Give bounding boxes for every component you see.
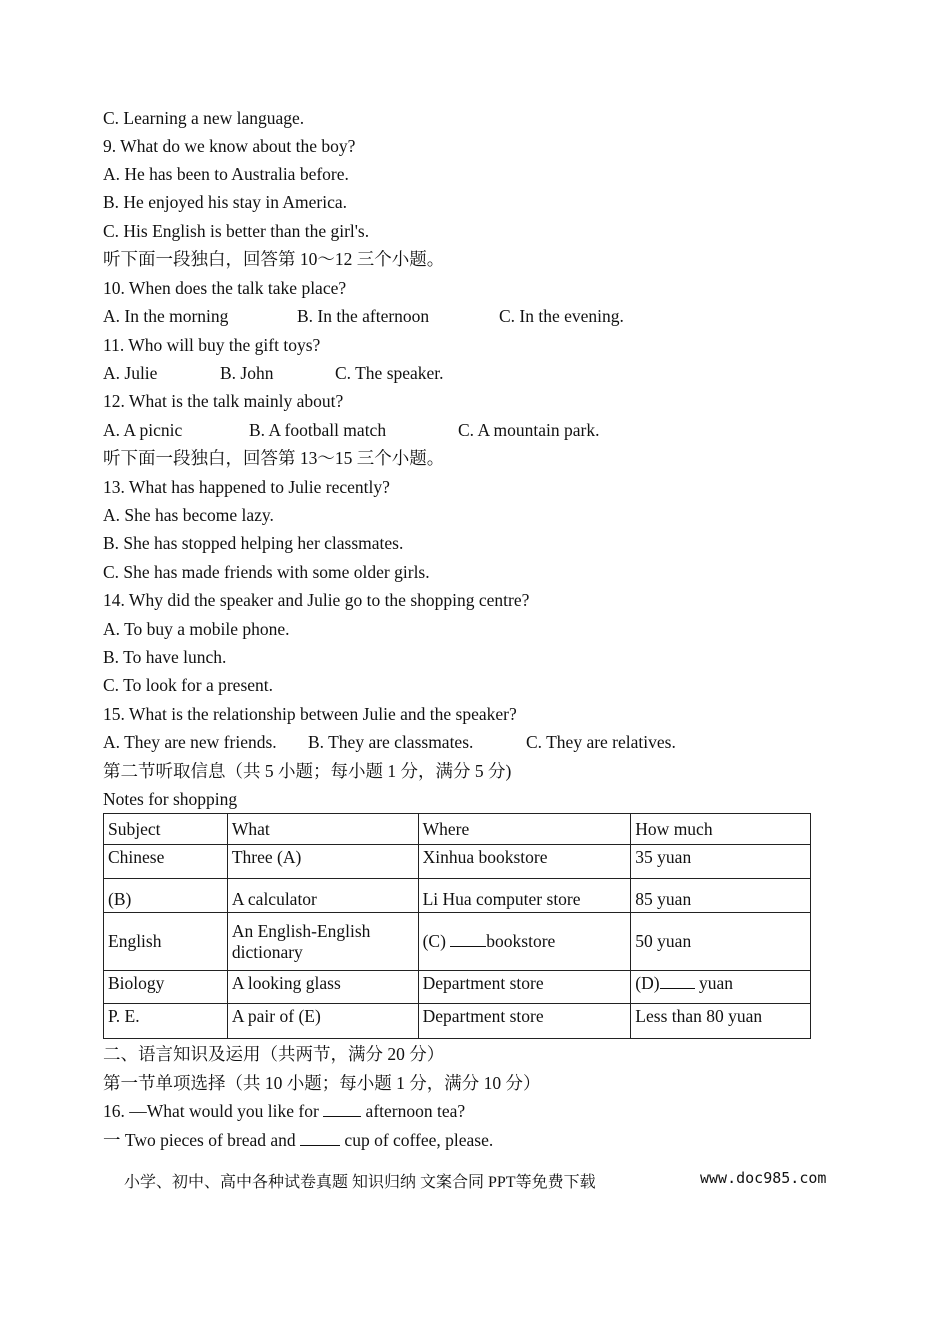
section-heading: 二、语言知识及运用（共两节，满分 20 分） xyxy=(103,1044,445,1064)
section-instruction: 听下面一段独白，回答第 13～15 三个小题。 xyxy=(103,448,445,468)
footer xyxy=(124,1169,827,1192)
shopping-notes-table xyxy=(103,813,811,1039)
question-text: afternoon tea? xyxy=(361,1101,466,1121)
option-c: C. The speaker. xyxy=(335,363,444,383)
option-line: A. To buy a mobile phone. xyxy=(103,619,290,639)
question-12-options xyxy=(103,419,599,441)
answer-blank xyxy=(323,1101,361,1117)
option-line: C. To look for a present. xyxy=(103,675,274,695)
table-cell: English xyxy=(104,913,228,971)
table-cell: 85 yuan xyxy=(631,879,811,913)
table-cell: Li Hua computer store xyxy=(418,879,631,913)
option-a: A. Julie xyxy=(103,363,158,383)
table-row xyxy=(104,845,811,879)
option-line: B. She has stopped helping her classmates. xyxy=(103,533,404,553)
section-heading: 第二节听取信息（共 5 小题；每小题 1 分，满分 5 分) xyxy=(103,761,512,781)
question-text: cup of coffee, please. xyxy=(340,1130,494,1150)
question-15: 15. What is the relationship between Julie and the speaker? xyxy=(103,704,517,724)
table-cell: A pair of (E) xyxy=(227,1004,418,1039)
table-row xyxy=(104,971,811,1004)
question-text: 16. —What would you like for xyxy=(103,1101,324,1121)
option-line: A. He has been to Australia before. xyxy=(103,164,349,184)
header-cell: Subject xyxy=(104,814,228,845)
option-b: B. They are classmates. xyxy=(308,732,474,752)
table-cell: Department store xyxy=(418,1004,631,1039)
cell-text: (D) xyxy=(635,973,660,993)
section-heading: 第一节单项选择（共 10 小题；每小题 1 分，满分 10 分） xyxy=(103,1073,541,1093)
section-instruction: 听下面一段独白，回答第 10～12 三个小题。 xyxy=(103,249,445,269)
cell-text: (C) xyxy=(422,931,451,951)
option-c: C. They are relatives. xyxy=(526,732,676,752)
table-cell: Department store xyxy=(418,971,631,1004)
table-cell xyxy=(631,971,811,1004)
option-a: A. They are new friends. xyxy=(103,732,277,752)
table-cell: Less than 80 yuan xyxy=(631,1004,811,1039)
option-b: B. A football match xyxy=(249,420,387,440)
question-11-options xyxy=(103,362,444,384)
option-c: C. A mountain park. xyxy=(458,420,600,440)
option-line: C. His English is better than the girl's. xyxy=(103,221,370,241)
table-cell: (B) xyxy=(104,879,228,913)
table-cell: An English-English dictionary xyxy=(227,913,418,971)
answer-blank-d xyxy=(660,973,695,989)
header-cell: Where xyxy=(418,814,631,845)
option-b: B. In the afternoon xyxy=(297,306,430,326)
table-header-row xyxy=(104,814,811,845)
table-cell xyxy=(418,913,631,971)
option-b: B. John xyxy=(220,363,274,383)
option-line: B. To have lunch. xyxy=(103,647,227,667)
table-cell: Chinese xyxy=(104,845,228,879)
header-cell: What xyxy=(227,814,418,845)
footer-site: www.doc985.com xyxy=(700,1169,827,1187)
answer-blank-c xyxy=(450,931,486,947)
option-a: A. In the morning xyxy=(103,306,229,326)
option-c: C. In the evening. xyxy=(499,306,624,326)
question-10-options xyxy=(103,305,624,327)
question-16-answer xyxy=(103,1129,493,1151)
footer-text: 小学、初中、高中各种试卷真题 知识归纳 文案合同 PPT等免费下载 xyxy=(124,1174,596,1191)
table-caption: Notes for shopping xyxy=(103,789,238,809)
table-cell: P. E. xyxy=(104,1004,228,1039)
table-row xyxy=(104,879,811,913)
cell-text: bookstore xyxy=(486,931,556,951)
table-row xyxy=(104,913,811,971)
question-10: 10. When does the talk take place? xyxy=(103,278,347,298)
table-cell: A looking glass xyxy=(227,971,418,1004)
table-cell: Biology xyxy=(104,971,228,1004)
answer-blank xyxy=(300,1130,340,1146)
table-cell: 35 yuan xyxy=(631,845,811,879)
question-11: 11. Who will buy the gift toys? xyxy=(103,335,321,355)
table-cell: Three (A) xyxy=(227,845,418,879)
option-line: C. Learning a new language. xyxy=(103,108,305,128)
table-cell: A calculator xyxy=(227,879,418,913)
question-9: 9. What do we know about the boy? xyxy=(103,136,356,156)
option-line: A. She has become lazy. xyxy=(103,505,274,525)
header-cell: How much xyxy=(631,814,811,845)
question-13: 13. What has happened to Julie recently? xyxy=(103,477,390,497)
question-16 xyxy=(103,1100,465,1122)
option-a: A. A picnic xyxy=(103,420,183,440)
cell-text: yuan xyxy=(694,973,733,993)
option-line: C. She has made friends with some older girls. xyxy=(103,562,430,582)
question-12: 12. What is the talk mainly about? xyxy=(103,391,344,411)
table-row xyxy=(104,1004,811,1039)
option-line: B. He enjoyed his stay in America. xyxy=(103,192,347,212)
question-14: 14. Why did the speaker and Julie go to the shopping centre? xyxy=(103,590,530,610)
table-cell: Xinhua bookstore xyxy=(418,845,631,879)
question-text: 一 Two pieces of bread and xyxy=(103,1130,301,1150)
table-cell: 50 yuan xyxy=(631,913,811,971)
question-15-options xyxy=(103,731,676,753)
